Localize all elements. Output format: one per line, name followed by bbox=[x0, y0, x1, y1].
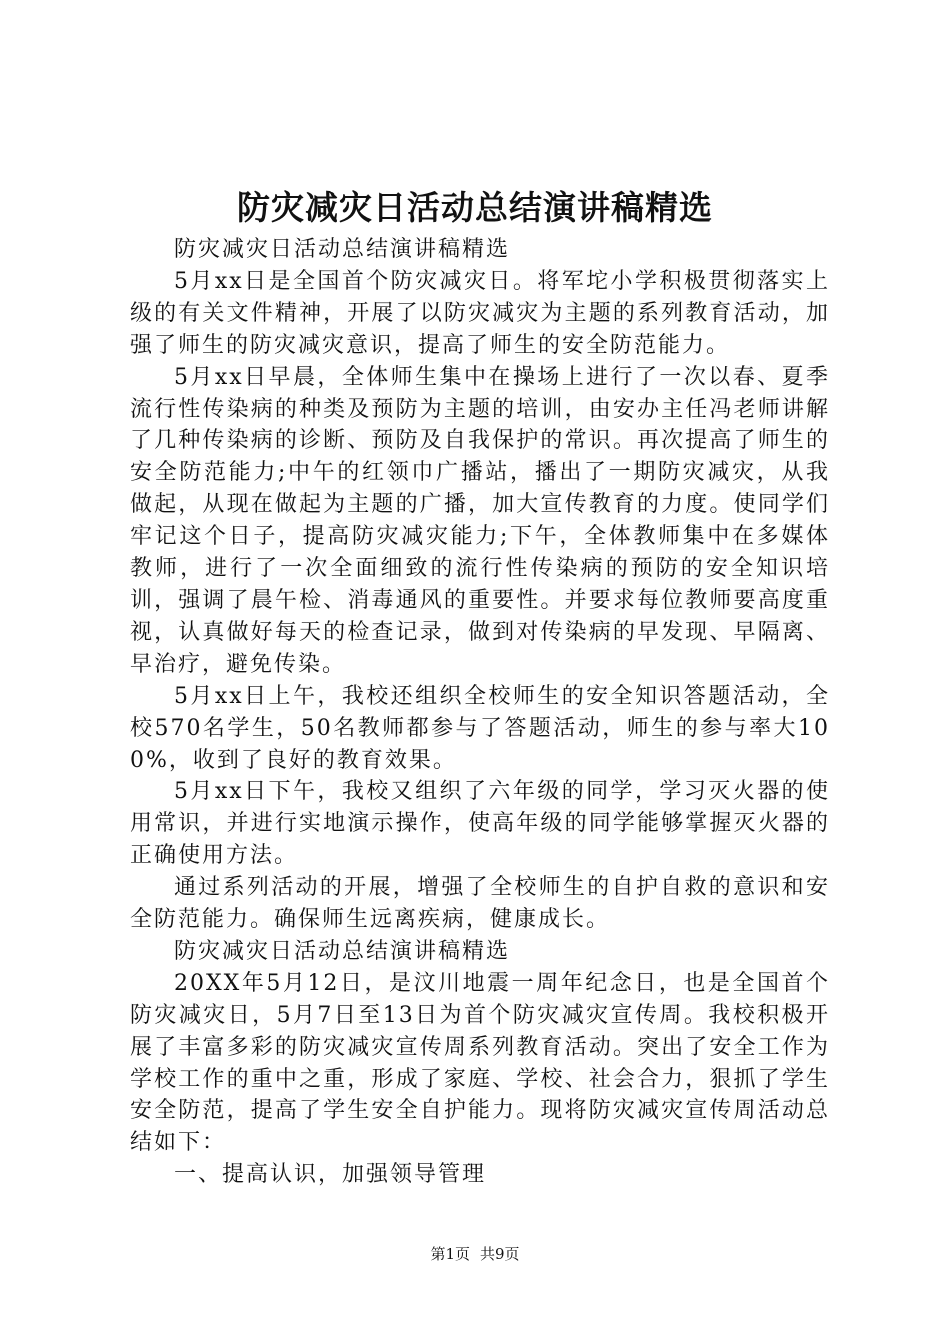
paragraph: 20XX年5月12日，是汶川地震一周年纪念日，也是全国首个防灾减灾日，5月7日至13日为首个防灾减灾宣传周。我校积极开展了丰富多彩的防灾减灾宣传周系列教育活动。突出了安全工作为学校工作的重中之重，形成了家庭、学校、社会合力，狠抓了学生安全防范，提高了学生安全自护能力。现将防灾减灾宣传周活动总结如下： bbox=[130, 970, 830, 1156]
page-number: 第1页 bbox=[430, 1245, 470, 1263]
document-body bbox=[130, 234, 830, 1191]
page-total: 共9页 bbox=[480, 1245, 520, 1263]
paragraph: 5月xx日下午，我校又组织了六年级的同学，学习灭火器的使用常识，并进行实地演示操作，使高年级的同学能够掌握灭火器的正确使用方法。 bbox=[130, 779, 830, 869]
paragraph-heading-2: 防灾减灾日活动总结演讲稿精选 bbox=[174, 938, 511, 964]
document-title: 防灾减灾日活动总结演讲稿精选 bbox=[237, 188, 713, 227]
paragraph: 5月xx日上午，我校还组织全校师生的安全知识答题活动，全校570名学生，50名教师都参与了答题活动，师生的参与率大100%，收到了良好的教育效果。 bbox=[130, 683, 830, 773]
paragraph: 通过系列活动的开展，增强了全校师生的自护自救的意识和安全防范能力。确保师生远离疾病，健康成长。 bbox=[130, 875, 830, 933]
paragraph: 5月xx日是全国首个防灾减灾日。将军坨小学积极贯彻落实上级的有关文件精神，开展了以防灾减灾为主题的系列教育活动，加强了师生的防灾减灾意识，提高了师生的安全防范能力。 bbox=[130, 268, 830, 358]
page-footer bbox=[0, 1244, 950, 1264]
section-heading: 一、提高认识，加强领导管理 bbox=[174, 1162, 487, 1188]
paragraph: 5月xx日早晨，全体师生集中在操场上进行了一次以春、夏季流行性传染病的种类及预防为主题的培训，由安办主任冯老师讲解了几种传染病的诊断、预防及自我保护的常识。再次提高了师生的安全防范能力;中午的红领巾广播站，播出了一期防灾减灾，从我做起，从现在做起为主题的广播，加大宣传教育的力度。使同学们牢记这个日子，提高防灾减灾能力;下午，全体教师集中在多媒体教师，进行了一次全面细致的流行性传染病的预防的安全知识培训，强调了晨午检、消毒通风的重要性。并要求每位教师要高度重视，认真做好每天的检查记录，做到对传染病的早发现、早隔离、早治疗，避免传染。 bbox=[130, 364, 830, 677]
paragraph-heading-1: 防灾减灾日活动总结演讲稿精选 bbox=[174, 237, 511, 262]
